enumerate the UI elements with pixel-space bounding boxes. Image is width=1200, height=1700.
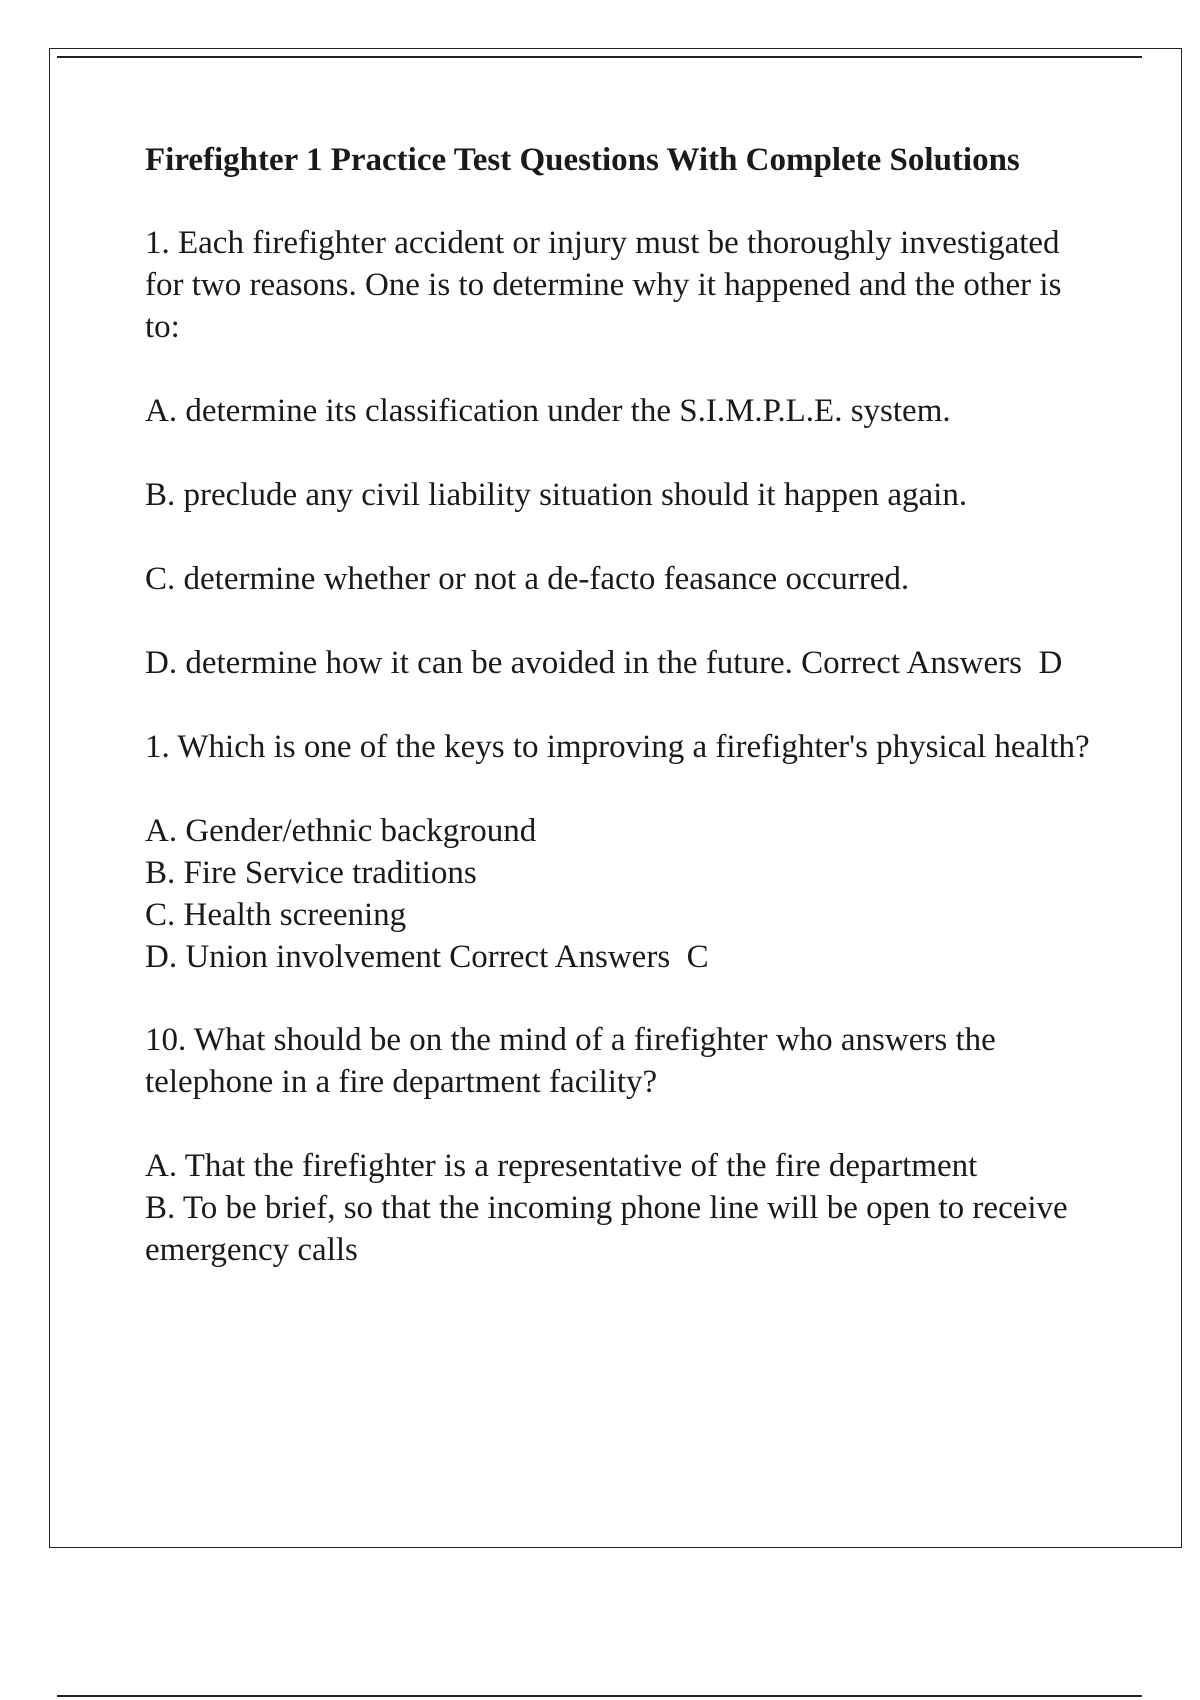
question-3-options: [145, 1145, 1090, 1271]
question-2-option-d: D. Union involvement Correct Answers C: [145, 939, 709, 975]
question-1-option-c: C. determine whether or not a de-facto feasance occurred.: [145, 561, 910, 597]
question-3-stem: 10. What should be on the mind of a firefighter who answers the telephone in a fire department facility?: [145, 1022, 1005, 1100]
question-3-option-b: B. To be brief, so that the incoming phone line will be open to receive emergency calls: [145, 1190, 1076, 1268]
question-2-option-c: C. Health screening: [145, 897, 407, 933]
bottom-rule: [57, 1695, 1142, 1697]
document-title: Firefighter 1 Practice Test Questions With Complete Solutions: [145, 142, 1020, 178]
question-1-stem: 1. Each firefighter accident or injury must be thoroughly investigated for two reasons. One is to determine why it happened and the other is to:: [145, 225, 1070, 345]
question-3-option-a: A. That the firefighter is a representative of the fire department: [145, 1148, 978, 1184]
document-body: [145, 140, 1090, 1312]
top-rule: [57, 56, 1142, 58]
question-1-option-d: D. determine how it can be avoided in the future. Correct Answers D: [145, 645, 1063, 681]
question-1-option-a: A. determine its classification under the S.I.M.P.L.E. system.: [145, 393, 951, 429]
question-2-option-b: B. Fire Service traditions: [145, 855, 477, 891]
question-1-option-b: B. preclude any civil liability situation should it happen again.: [145, 477, 968, 513]
question-2-options: [145, 810, 1090, 978]
question-2-stem: 1. Which is one of the keys to improving a firefighter's physical health?: [145, 729, 1090, 765]
question-2-option-a: A. Gender/ethnic background: [145, 813, 537, 849]
